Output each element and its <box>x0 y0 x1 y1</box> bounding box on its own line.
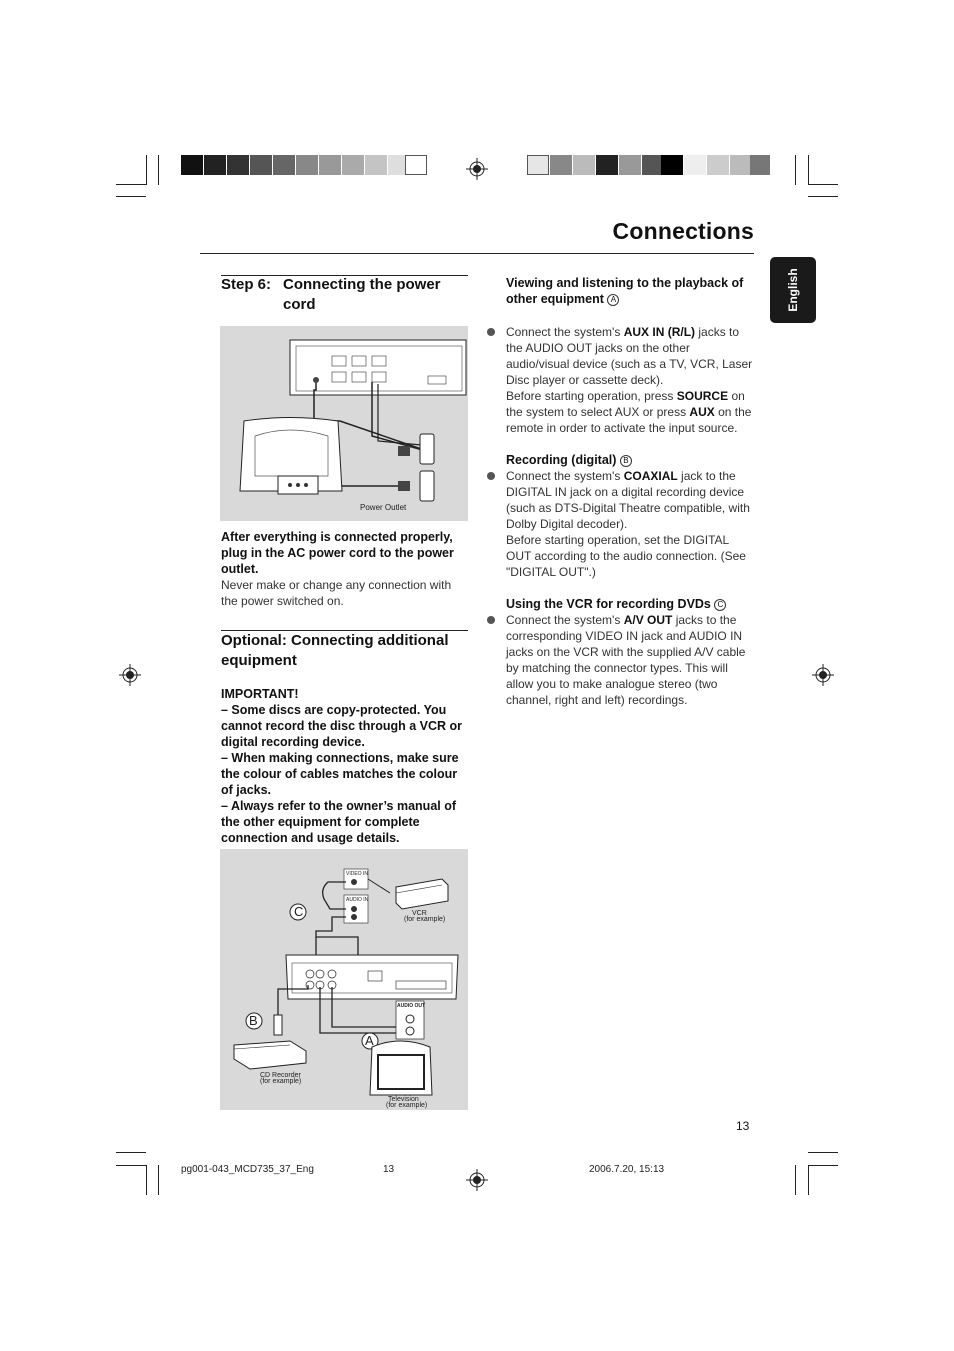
additional-equipment-figure <box>220 849 468 1110</box>
after-connected-text: After everything is connected properly, plug in the AC power cord to the power outlet. <box>221 530 454 576</box>
audio-out-label: AUDIO OUT <box>397 1003 426 1009</box>
step6-heading: Connecting the power cord <box>283 276 441 313</box>
bullet-icon <box>487 472 495 480</box>
bullet-icon <box>487 616 495 624</box>
crop-mark <box>146 1165 147 1195</box>
section-a-paragraph-1 <box>506 324 754 388</box>
television-sub-label: (for example) <box>386 1102 428 1109</box>
section-a-text2-mid: on the system to select AUX or press <box>506 389 745 419</box>
crop-mark <box>808 1165 809 1195</box>
never-change-text: Never make or change any connection with the power switched on. <box>221 578 452 608</box>
section-b-paragraph-1 <box>506 468 754 532</box>
crop-mark <box>808 1152 838 1153</box>
section-c-heading <box>506 596 754 612</box>
section-b-mark: B <box>620 455 632 467</box>
section-a-heading <box>506 275 754 307</box>
after-connected-bold <box>221 529 468 577</box>
footer-file: pg001-043_MCD735_37_Eng <box>181 1164 314 1175</box>
audio-in-label: AUDIO IN <box>346 897 369 903</box>
av-out-label: A/V OUT <box>623 613 673 627</box>
section-b-heading <box>506 452 754 468</box>
section-c-text-post: jacks to the corresponding VIDEO IN jack and AUDIO IN jacks on the VCR with the supplied A/V cable by matching the connector types. This will allow you to make analogue stereo (two channel, right and left) recordings. <box>506 613 746 707</box>
section-a-mark: A <box>607 294 619 306</box>
crop-mark <box>116 196 146 197</box>
important-item-2: – When making connections, make sure the colour of cables matches the colour of jacks. <box>221 751 459 797</box>
power-outlet-label: Power Outlet <box>360 503 407 512</box>
registration-mark-icon <box>466 1169 488 1191</box>
registration-mark-icon <box>466 158 488 180</box>
important-title: IMPORTANT! <box>221 687 299 701</box>
power-cord-figure <box>220 326 468 521</box>
page-number: 13 <box>736 1119 750 1133</box>
video-in-label: VIDEO IN <box>346 871 368 877</box>
section-a-text2-post: on the remote in order to activate the input source. <box>506 405 752 435</box>
section-c-mark: C <box>714 599 726 611</box>
crop-mark <box>808 1165 838 1166</box>
section-a-heading-text: Viewing and listening to the playback of other equipment <box>506 276 744 306</box>
label-c: C <box>294 904 304 919</box>
crop-mark <box>158 155 159 185</box>
label-b: B <box>249 1013 258 1028</box>
optional-heading: Optional: Connecting additional equipment <box>221 632 449 669</box>
television-label: Television <box>388 1096 419 1103</box>
language-tab <box>770 257 816 323</box>
crop-mark <box>116 184 146 185</box>
crop-mark <box>808 196 838 197</box>
crop-mark <box>158 1165 159 1195</box>
important-item-1: – Some discs are copy-protected. You cannot record the disc through a VCR or digital recording device. <box>221 703 462 749</box>
registration-mark-icon <box>119 664 141 686</box>
source-label: SOURCE <box>676 389 729 403</box>
crop-mark <box>116 1165 146 1166</box>
aux-label: AUX <box>689 405 715 419</box>
crop-mark <box>795 155 796 185</box>
section-b-paragraph-2: Before starting operation, set the DIGITAL OUT according to the audio connection. (See "DIGITAL OUT".) <box>506 533 746 579</box>
section-c-heading-text: Using the VCR for recording DVDs <box>506 597 711 611</box>
cd-recorder-label: CD Recorder <box>260 1072 301 1079</box>
section-b-text-post: jack to the DIGITAL IN jack on a digital recording device (such as DTS-Digital Theatre compatible, with Dolby Digital decoder). <box>506 469 750 531</box>
section-a-text-pre: Connect the system's <box>506 325 624 339</box>
coaxial-label: COAXIAL <box>623 469 678 483</box>
section-c-paragraph <box>506 612 754 708</box>
title-rule <box>200 253 754 254</box>
section-c-text-pre: Connect the system's <box>506 613 624 627</box>
additional-equipment-diagram <box>220 849 468 1110</box>
step6-number: Step 6: <box>221 276 272 293</box>
crop-mark <box>808 184 838 185</box>
section-a-text-mid: jacks to the AUDIO OUT jacks on the other audio/visual device (such as a TV, VCR, Laser Disc player or cassette deck). <box>506 325 753 387</box>
crop-mark <box>795 1165 796 1195</box>
section-b-text-pre: Connect the system's <box>506 469 624 483</box>
language-tab-label: English <box>786 268 800 312</box>
section-b-heading-text: Recording (digital) <box>506 453 617 467</box>
aux-in-label: AUX IN (R/L) <box>623 325 696 339</box>
page-title: Connections <box>612 218 754 244</box>
registration-mark-icon <box>812 664 834 686</box>
section-a-paragraph-2 <box>506 388 754 436</box>
vcr-sub-label: (for example) <box>404 916 446 923</box>
label-a: A <box>365 1033 374 1048</box>
bullet-icon <box>487 328 495 336</box>
important-item-3: – Always refer to the owner’s manual of the other equipment for complete connection and usage details. <box>221 799 457 845</box>
cd-recorder-sub-label: (for example) <box>260 1078 302 1085</box>
footer-page: 13 <box>383 1164 395 1175</box>
vcr-label: VCR <box>412 910 427 917</box>
footer-date: 2006.7.20, 15:13 <box>589 1164 665 1175</box>
crop-mark <box>116 1152 146 1153</box>
power-cord-diagram <box>220 326 468 521</box>
crop-mark <box>808 155 809 185</box>
section-a-text2-pre: Before starting operation, press <box>506 389 677 403</box>
crop-mark <box>146 155 147 185</box>
